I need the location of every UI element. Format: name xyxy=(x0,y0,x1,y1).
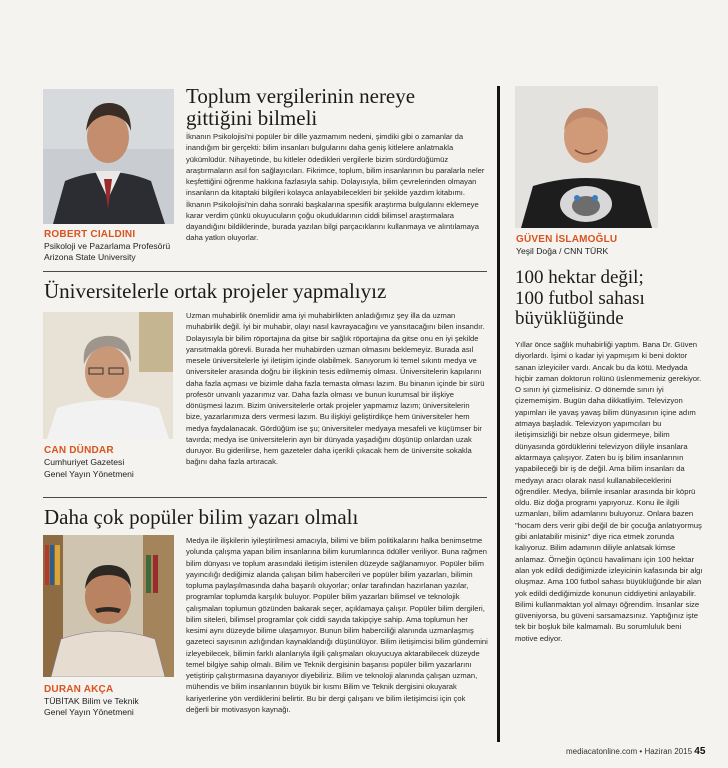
sidebar-title-line3: büyüklüğünde xyxy=(515,308,624,329)
footer-page-number: 45 xyxy=(694,746,706,757)
sidebar-rule xyxy=(497,86,500,742)
section1-body: İknanın Psikolojisi'ni popüler bir dille yazmamım nedeni, şimdiki gibi o zamanlar da inandığım bir gerçekti: bilim insanları bulgularını daha geniş kitlelere anlatmakla yükümlüdür. Nihayetinde, bu kitleler ödedikleri vergilerle bizim sürdürdüğümüz araştırmaların asıl fon sağlayıcıları. Fikrimce, toplum, bilim insanlarının bu paralarla neler keşfettiğini öğrenme hakkına fazlasıyla sahip. Dolayısıyla, bilim çevrelerinden olmayan insanların da kitaptaki bilgileri kolayca anlayabilecekleri bir şekilde yazdım kitabımı. İknanın Psikolojisi'nin daha sonraki başkalarına spesifik araştırma bulgularını eklemeye karar verdim çünkü okuyucuların çoğu okuduklarının ciddi bilimsel araştırmalara dayandığını bildiklerinde, burada yazılan bilgi parçacıklarını kullanmaya ve alıntılamaya daha yatkın oluyorlar. xyxy=(186,132,485,243)
name-guven-islamoglu: GÜVEN İSLAMOĞLU xyxy=(516,234,618,245)
sidebar-title-line1: 100 hektar değil; xyxy=(515,267,644,288)
name-duran-akca: DURAN AKÇA xyxy=(44,684,114,695)
footer xyxy=(566,746,705,757)
footer-site: mediacatonline.com xyxy=(566,747,638,756)
section1-title xyxy=(186,85,415,129)
role-robert-cialdini-line1: Psikoloji ve Pazarlama Profesörü xyxy=(44,241,171,251)
role-duran-akca-line1: TÜBİTAK Bilim ve Teknik xyxy=(44,696,139,706)
name-can-dundar: CAN DÜNDAR xyxy=(44,445,114,456)
role-robert-cialdini-line2: Arizona State University xyxy=(44,252,136,262)
section2-body: Uzman muhabirlik önemlidir ama iyi muhabirlikten anladığımız şey illa da uzman muhabirlik değil. İyi bir muhabir, olayı nasıl kavrayacağını ve yansıtacağını bilen insandır. Dolayısıyla bir bilim röportajına da gitse bir sağlık röportajına da gitse onu en iyi şekilde yansıtmakla görevli. Burada her muhabirden uzman olmasını beklemeyiz. Burada asıl mesele üniversitelerle iyi iletişim içinde olabilmek. Sanıyorum ki temel sıkıntı medya ve üniversiteler arasında doğru bir ilişkinin tesis edilmemiş olması. Üniversitelerin kapılarını daha fazla açması ve bizimle daha fazla temasta olması lazım. Bu binanın içinde bir sürü profesör unvanlı yazarımız var. Daha fazla olması ve bunun kurumsal bir ilişkiye dönüşmesi lazım. Bizim üniversitelerle ortak projeler yapmamız lazım; üniversitelerin bize, yazarlarımıza ders vermesi lazım. Bu ilişkiyi geliştirdikçe hem üniversiteler hem medya faydalanacak. Gördüğüm ise şu; üniversiteler medyaya mesafeli ve küçümser bir tavırda; medya ise üniversitelerin ayrı bir dünyada yaşadığını düşünüp onlardan uzak duruyor. Bu giderilirse, hem gazeteler daha içerikli çıkacak hem de üniversite sokakla bağını daha fazla artıracak. xyxy=(186,311,485,467)
photo-guven-islamoglu xyxy=(515,86,658,228)
footer-separator: • xyxy=(639,747,643,756)
footer-date: Haziran 2015 xyxy=(644,747,693,756)
section1-title-line2: gittiğini bilmeli xyxy=(186,106,318,130)
name-robert-cialdini: ROBERT CIALDINI xyxy=(44,229,136,240)
section3-body: Medya ile ilişkilerin iyileştirilmesi amacıyla, bilimi ve bilim politikalarını halka benimsetme yolunda çalışma yapan bilim insanlarına bilim kurumlarınca ödüller veriliyor. Buna rağmen bilim dünyası ve toplum arasındaki iletişim istenilen düzeyde sağlanamıyor. Popüler bilim yayıncılığı dediğimiz alanda çalışan bilim habercileri ve popüler bilim yazarları, bilimin topluma paylaşılmasında daha başarılı oluyorlar; onlar tarafından hazırlanan yazılar, programlar toplumda karşılık buluyor. Popüler bilim yazarları bilimsel ve teknolojik çalışmaları toplumun gözünden bakarak seçer, açıklamaya çalışır. Popüler bilim dergileri, bilim siteleri, bilimsel programlar çok ciddi sayıda takipçiye sahip. Ama toplumun her kesimi aynı düzeyde bilime ulaşamıyor. Bunun bilim haberciliği alanında uzmanlaşmış gazeteci sayısının azlığından kaynaklandığı düşünülüyor. Bilim iletişimcisi bilim gündemini izleyebilecek, bilimin farklı alanlarıyla ilgili çalışmaları okuyucuya aktarabilecek düzeyde temel bilgiye sahip olmalı. Bilim ve Teknik dergisinin başarısı popüler bilim yazarlarını yetiştirip çalıştırmasına dayanıyor diyebiliriz. Bilim ve teknoloji alanında çalışan uzman, mühendis ve bilim insanlarının büyük bir kısmı Bilim ve Teknik dergisini okuyarak kariyerlerine yön verdiklerini belirtir. Bu bir dergi çalışanı ve bilim iletişimcisi için çok değerli bir motivasyon kaynağı. xyxy=(186,536,488,714)
section3-title: Daha çok popüler bilim yazarı olmalı xyxy=(44,505,359,529)
section1-title-line1: Toplum vergilerinin nereye xyxy=(186,84,416,108)
role-can-dundar-line1: Cumhuriyet Gazetesi xyxy=(44,457,125,467)
sidebar-title xyxy=(515,268,645,330)
photo-robert-cialdini xyxy=(43,89,174,224)
photo-can-dundar xyxy=(43,312,173,439)
divider-2 xyxy=(43,497,487,498)
section2-title: Üniversitelerle ortak projeler yapmalıyız xyxy=(44,279,387,303)
sidebar-title-line2: 100 futbol sahası xyxy=(515,287,645,309)
role-guven-islamoglu: Yeşil Doğa / CNN TÜRK xyxy=(516,246,609,256)
photo-duran-akca xyxy=(43,535,174,677)
role-duran-akca-line2: Genel Yayın Yönetmeni xyxy=(44,707,134,717)
role-can-dundar-line2: Genel Yayın Yönetmeni xyxy=(44,469,134,479)
sidebar-body: Yıllar önce sağlık muhabirliği yaptım. Bana Dr. Güven diyorlardı. İşimi o kadar iyi yapmışım ki beni doktor sanan izleyiciler vardı. Ancak bu da kötü. Medyada hiçbir zaman doktorun rolünü üslenmemeniz gerekiyor. O sınırı iyi çizmelisiniz. O dönemde sınırı iyi çizememişim. Bugün daha dikkatliyim. Televizyon yapımları ile yavaş yavaş bilim dünyasının içine adım atmaya başladık. Televizyon yapımcıları bu iletişimsizliği bir nebze olsun gidermeye, bilim dünyasında gördüklerini televizyon diliyle insanlara aktarmaya çalışıyor. Zaten bu iş bilim insanlarının yapabileceği bir iş de değil. Ama bilim insanları da medyayı aracı olarak nasıl kullanabileceklerini öğrendiler. Medya, bilimle insanlar arasında bir köprü oldu. Biz doğa programı yapıyoruz. Konu ile ilgili uzmanları, bilim adamlarını buluyoruz. Onlara bazen "hocam ders verir gibi değil de bir çocuğa anlatıyormuş gibi anlatabilir misiniz" diye rica etmek zorunda kalıyoruz. Bilim adamının diliyle anlatsak kimse anlamaz. Örneğin üçüncü havalimanı için 100 hektar alan yok edildi dediğimizde izleyicinin kafasında bir algı oluşmaz. Ama 100 futbol sahası büyüklüğünde bir alan yok edildi dediğimizde konunun ciddiyetini anlayabilir. Bilimi kullanmaktan yol almayı öğrendim. İnsanlar size güveniyorsa, bu güveni sarsamazsınız. Yaptığınız işte tek bir boşluk bile kalmamalı. Bu sorumluluk beni motive ediyor. xyxy=(515,340,703,643)
divider-1 xyxy=(43,271,487,272)
